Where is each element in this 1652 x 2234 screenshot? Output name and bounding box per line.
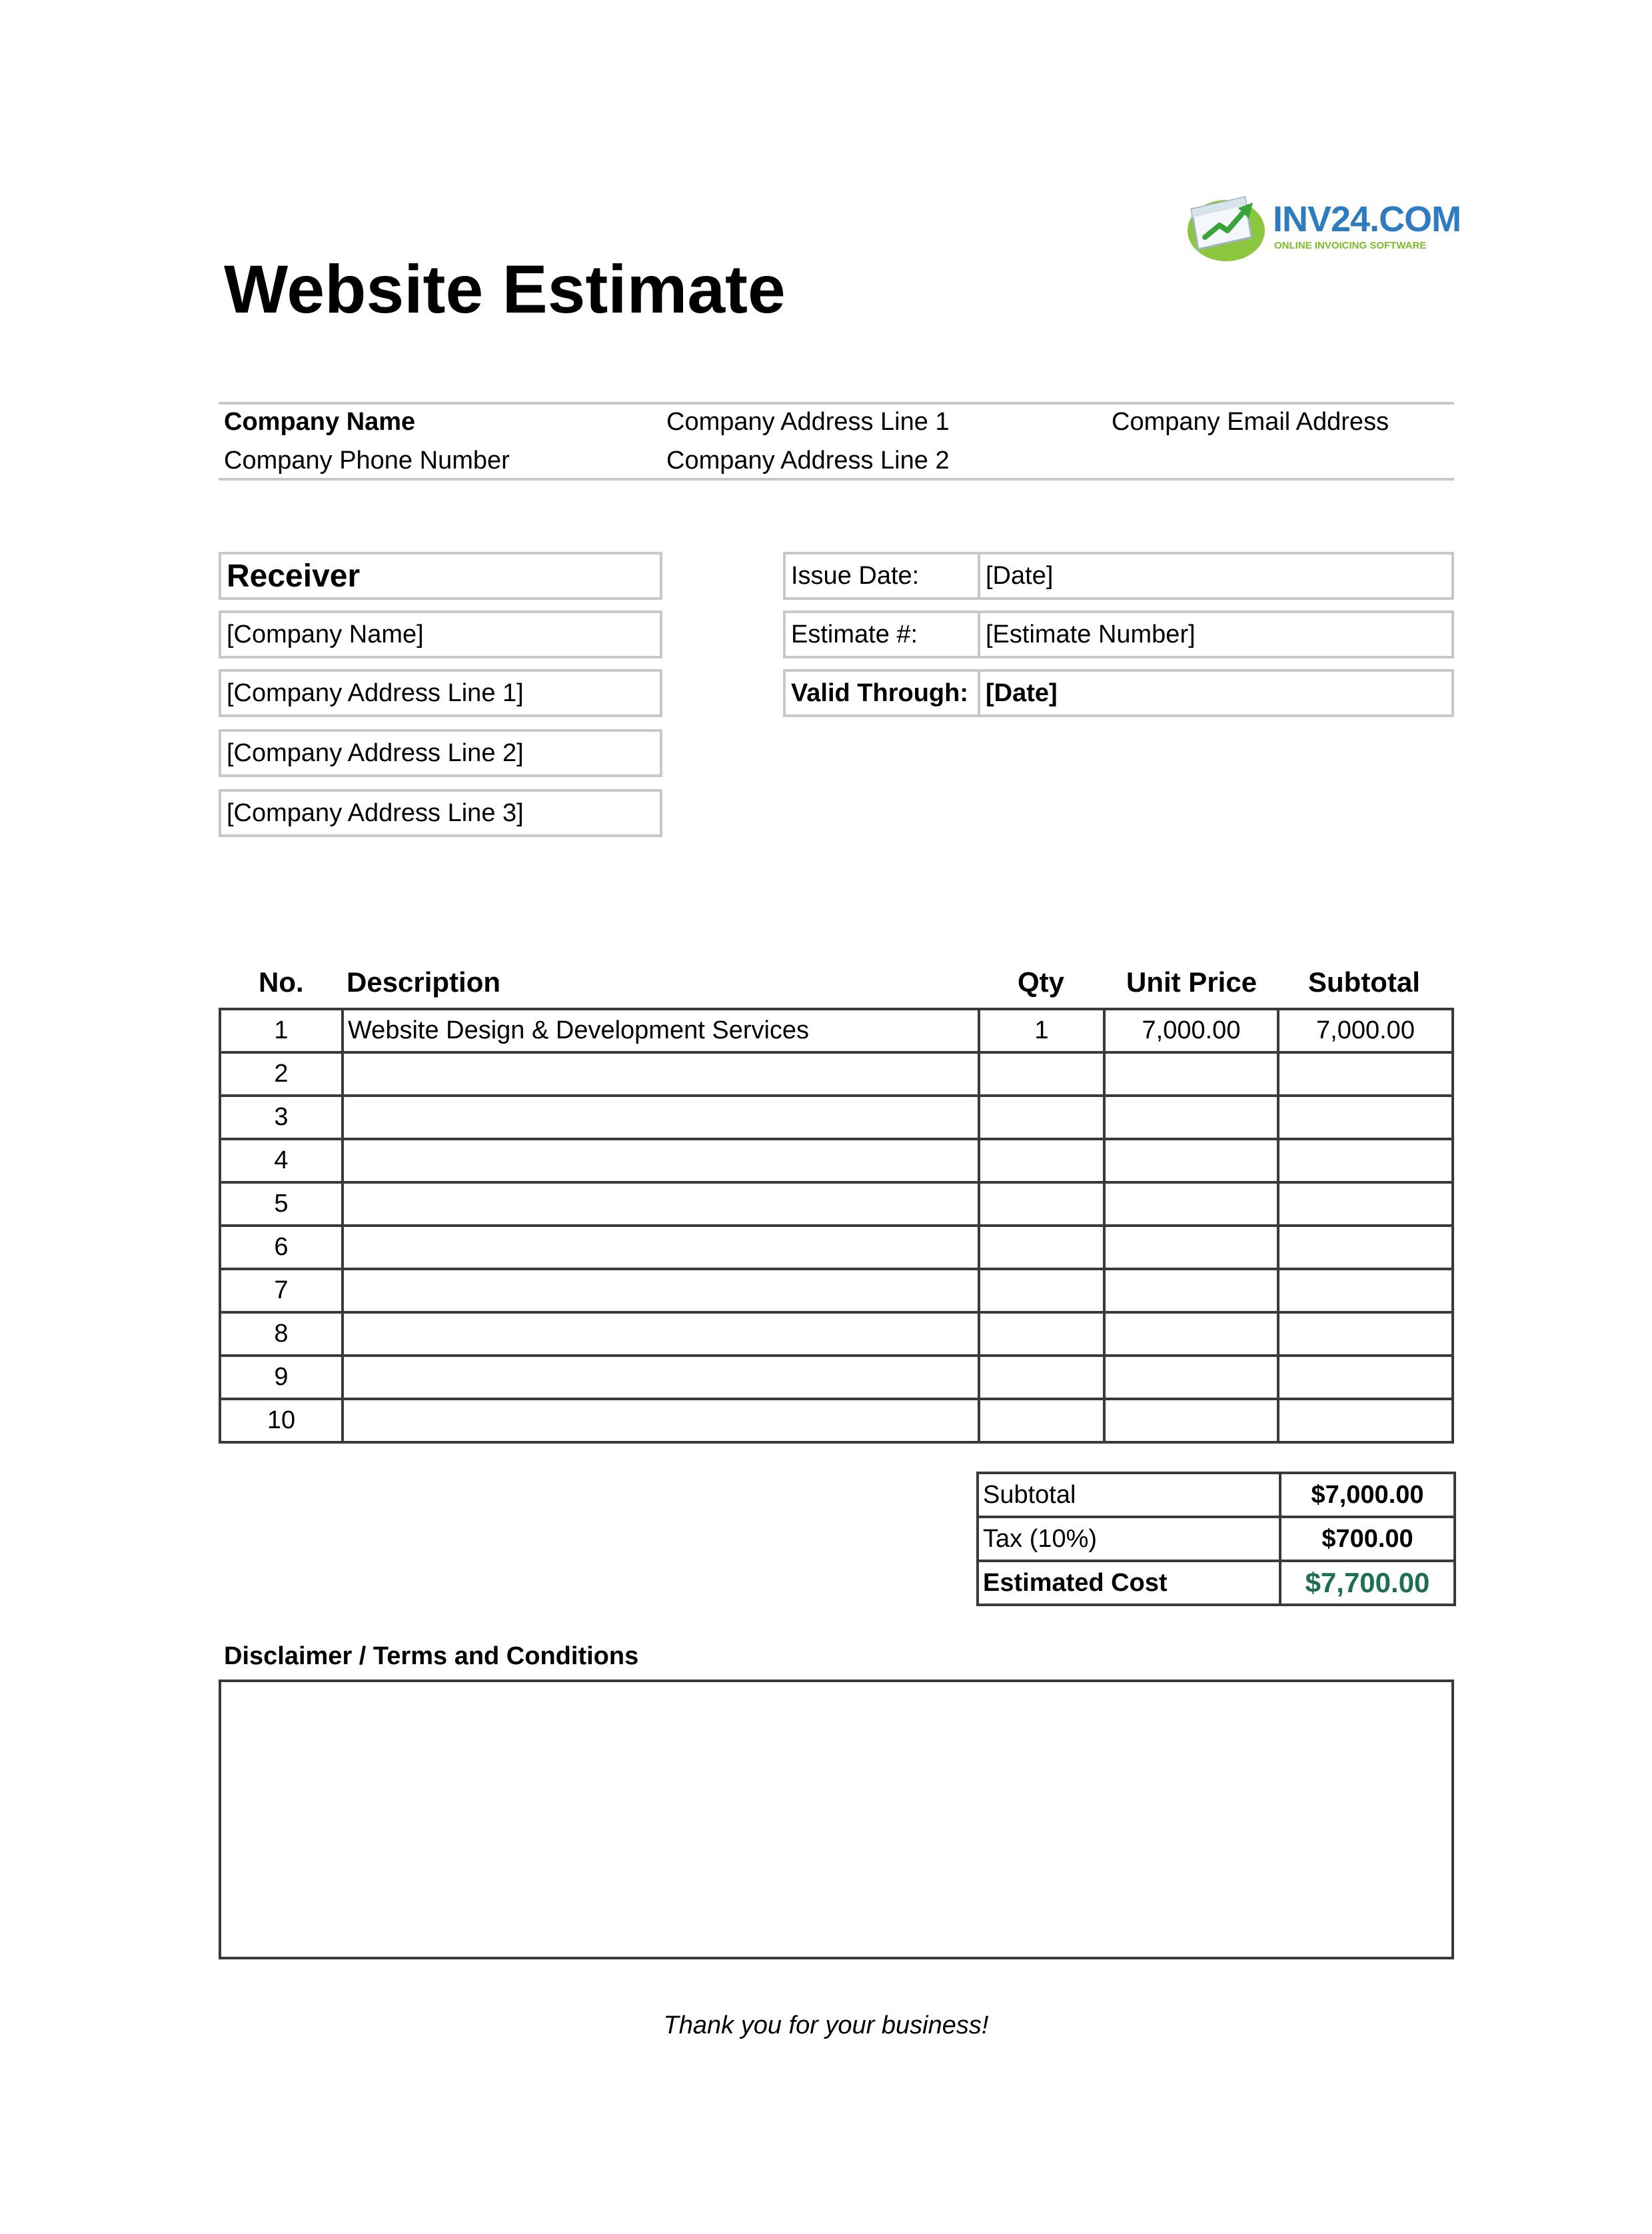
row-qty[interactable]	[979, 1312, 1104, 1356]
subtotal-row	[978, 1473, 1455, 1517]
row-no: 3	[220, 1096, 343, 1139]
table-row	[220, 1226, 1453, 1269]
table-row	[220, 1356, 1453, 1399]
disclaimer-label: Disclaimer / Terms and Conditions	[224, 1642, 639, 1670]
sender-company-name: Company Name	[224, 408, 416, 436]
valid-through-field[interactable]: [Date]	[978, 669, 1454, 717]
row-description[interactable]	[343, 1052, 979, 1096]
row-subtotal	[1278, 1312, 1453, 1356]
row-no: 1	[220, 1009, 343, 1052]
table-row	[220, 1269, 1453, 1312]
row-qty[interactable]	[979, 1356, 1104, 1399]
disclaimer-textbox[interactable]	[219, 1679, 1454, 1959]
row-unit-price[interactable]	[1104, 1182, 1278, 1226]
row-description[interactable]	[343, 1269, 979, 1312]
table-row	[220, 1096, 1453, 1139]
row-subtotal	[1278, 1139, 1453, 1182]
row-description[interactable]: Website Design & Development Services	[343, 1009, 979, 1052]
row-qty[interactable]	[979, 1226, 1104, 1269]
row-subtotal	[1278, 1052, 1453, 1096]
sender-email: Company Email Address	[1112, 408, 1389, 436]
estimated-cost-value: $7,700.00	[1280, 1561, 1455, 1605]
row-qty[interactable]	[979, 1096, 1104, 1139]
row-no: 9	[220, 1356, 343, 1399]
row-subtotal	[1278, 1226, 1453, 1269]
subtotal-label: Subtotal	[978, 1473, 1280, 1517]
row-qty[interactable]	[979, 1269, 1104, 1312]
receiver-address-line-1[interactable]: [Company Address Line 1]	[219, 669, 662, 717]
row-description[interactable]	[343, 1399, 979, 1442]
issue-date-field[interactable]: [Date]	[978, 552, 1454, 600]
tax-value: $700.00	[1280, 1517, 1455, 1561]
issue-date-label: Issue Date:	[783, 552, 980, 600]
totals-table	[976, 1472, 1456, 1606]
table-row	[220, 1009, 1453, 1052]
row-unit-price[interactable]	[1104, 1399, 1278, 1442]
row-qty[interactable]: 1	[979, 1009, 1104, 1052]
line-items-table	[219, 1008, 1454, 1444]
sender-bottom-divider	[219, 478, 1454, 481]
row-unit-price[interactable]	[1104, 1139, 1278, 1182]
row-unit-price[interactable]	[1104, 1052, 1278, 1096]
subtotal-value: $7,000.00	[1280, 1473, 1455, 1517]
row-qty[interactable]	[979, 1139, 1104, 1182]
row-unit-price[interactable]	[1104, 1312, 1278, 1356]
row-no: 7	[220, 1269, 343, 1312]
row-description[interactable]	[343, 1182, 979, 1226]
row-qty[interactable]	[979, 1052, 1104, 1096]
table-row	[220, 1312, 1453, 1356]
row-no: 4	[220, 1139, 343, 1182]
row-description[interactable]	[343, 1139, 979, 1182]
sender-address-line-1: Company Address Line 1	[666, 408, 950, 436]
estimated-cost-label: Estimated Cost	[978, 1561, 1280, 1605]
sender-top-divider	[219, 402, 1454, 405]
header-subtotal: Subtotal	[1308, 966, 1420, 998]
row-description[interactable]	[343, 1312, 979, 1356]
receiver-company-name[interactable]: [Company Name]	[219, 610, 662, 658]
row-description[interactable]	[343, 1096, 979, 1139]
row-subtotal	[1278, 1096, 1453, 1139]
header-description: Description	[347, 966, 501, 998]
logo-tagline: ONLINE INVOICING SOFTWARE	[1274, 240, 1427, 251]
row-no: 2	[220, 1052, 343, 1096]
valid-through-label: Valid Through:	[783, 669, 980, 717]
table-row	[220, 1399, 1453, 1442]
header-unit-price: Unit Price	[1126, 966, 1257, 998]
logo-icon	[1186, 191, 1269, 264]
row-unit-price[interactable]: 7,000.00	[1104, 1009, 1278, 1052]
estimate-number-field[interactable]: [Estimate Number]	[978, 610, 1454, 658]
row-subtotal	[1278, 1269, 1453, 1312]
logo-brand-text: INV24.COM	[1273, 199, 1461, 239]
row-qty[interactable]	[979, 1182, 1104, 1226]
row-unit-price[interactable]	[1104, 1096, 1278, 1139]
receiver-address-line-3[interactable]: [Company Address Line 3]	[219, 789, 662, 837]
table-row	[220, 1182, 1453, 1226]
thank-you-note: Thank you for your business!	[663, 2011, 989, 2039]
row-subtotal	[1278, 1182, 1453, 1226]
estimated-cost-row	[978, 1561, 1455, 1605]
header-qty: Qty	[1018, 966, 1065, 998]
row-subtotal: 7,000.00	[1278, 1009, 1453, 1052]
receiver-heading: Receiver	[219, 552, 662, 600]
row-subtotal	[1278, 1356, 1453, 1399]
receiver-address-line-2[interactable]: [Company Address Line 2]	[219, 729, 662, 777]
table-row	[220, 1052, 1453, 1096]
tax-row	[978, 1517, 1455, 1561]
row-unit-price[interactable]	[1104, 1226, 1278, 1269]
estimate-number-label: Estimate #:	[783, 610, 980, 658]
row-subtotal	[1278, 1399, 1453, 1442]
header-no: No.	[259, 966, 304, 998]
company-logo	[1186, 191, 1461, 264]
row-no: 8	[220, 1312, 343, 1356]
row-description[interactable]	[343, 1226, 979, 1269]
sender-phone: Company Phone Number	[224, 447, 510, 475]
tax-label: Tax (10%)	[978, 1517, 1280, 1561]
sender-address-line-2: Company Address Line 2	[666, 447, 950, 475]
row-no: 6	[220, 1226, 343, 1269]
row-no: 10	[220, 1399, 343, 1442]
row-unit-price[interactable]	[1104, 1356, 1278, 1399]
table-row	[220, 1139, 1453, 1182]
row-qty[interactable]	[979, 1399, 1104, 1442]
row-description[interactable]	[343, 1356, 979, 1399]
page-title: Website Estimate	[224, 251, 786, 327]
row-unit-price[interactable]	[1104, 1269, 1278, 1312]
row-no: 5	[220, 1182, 343, 1226]
